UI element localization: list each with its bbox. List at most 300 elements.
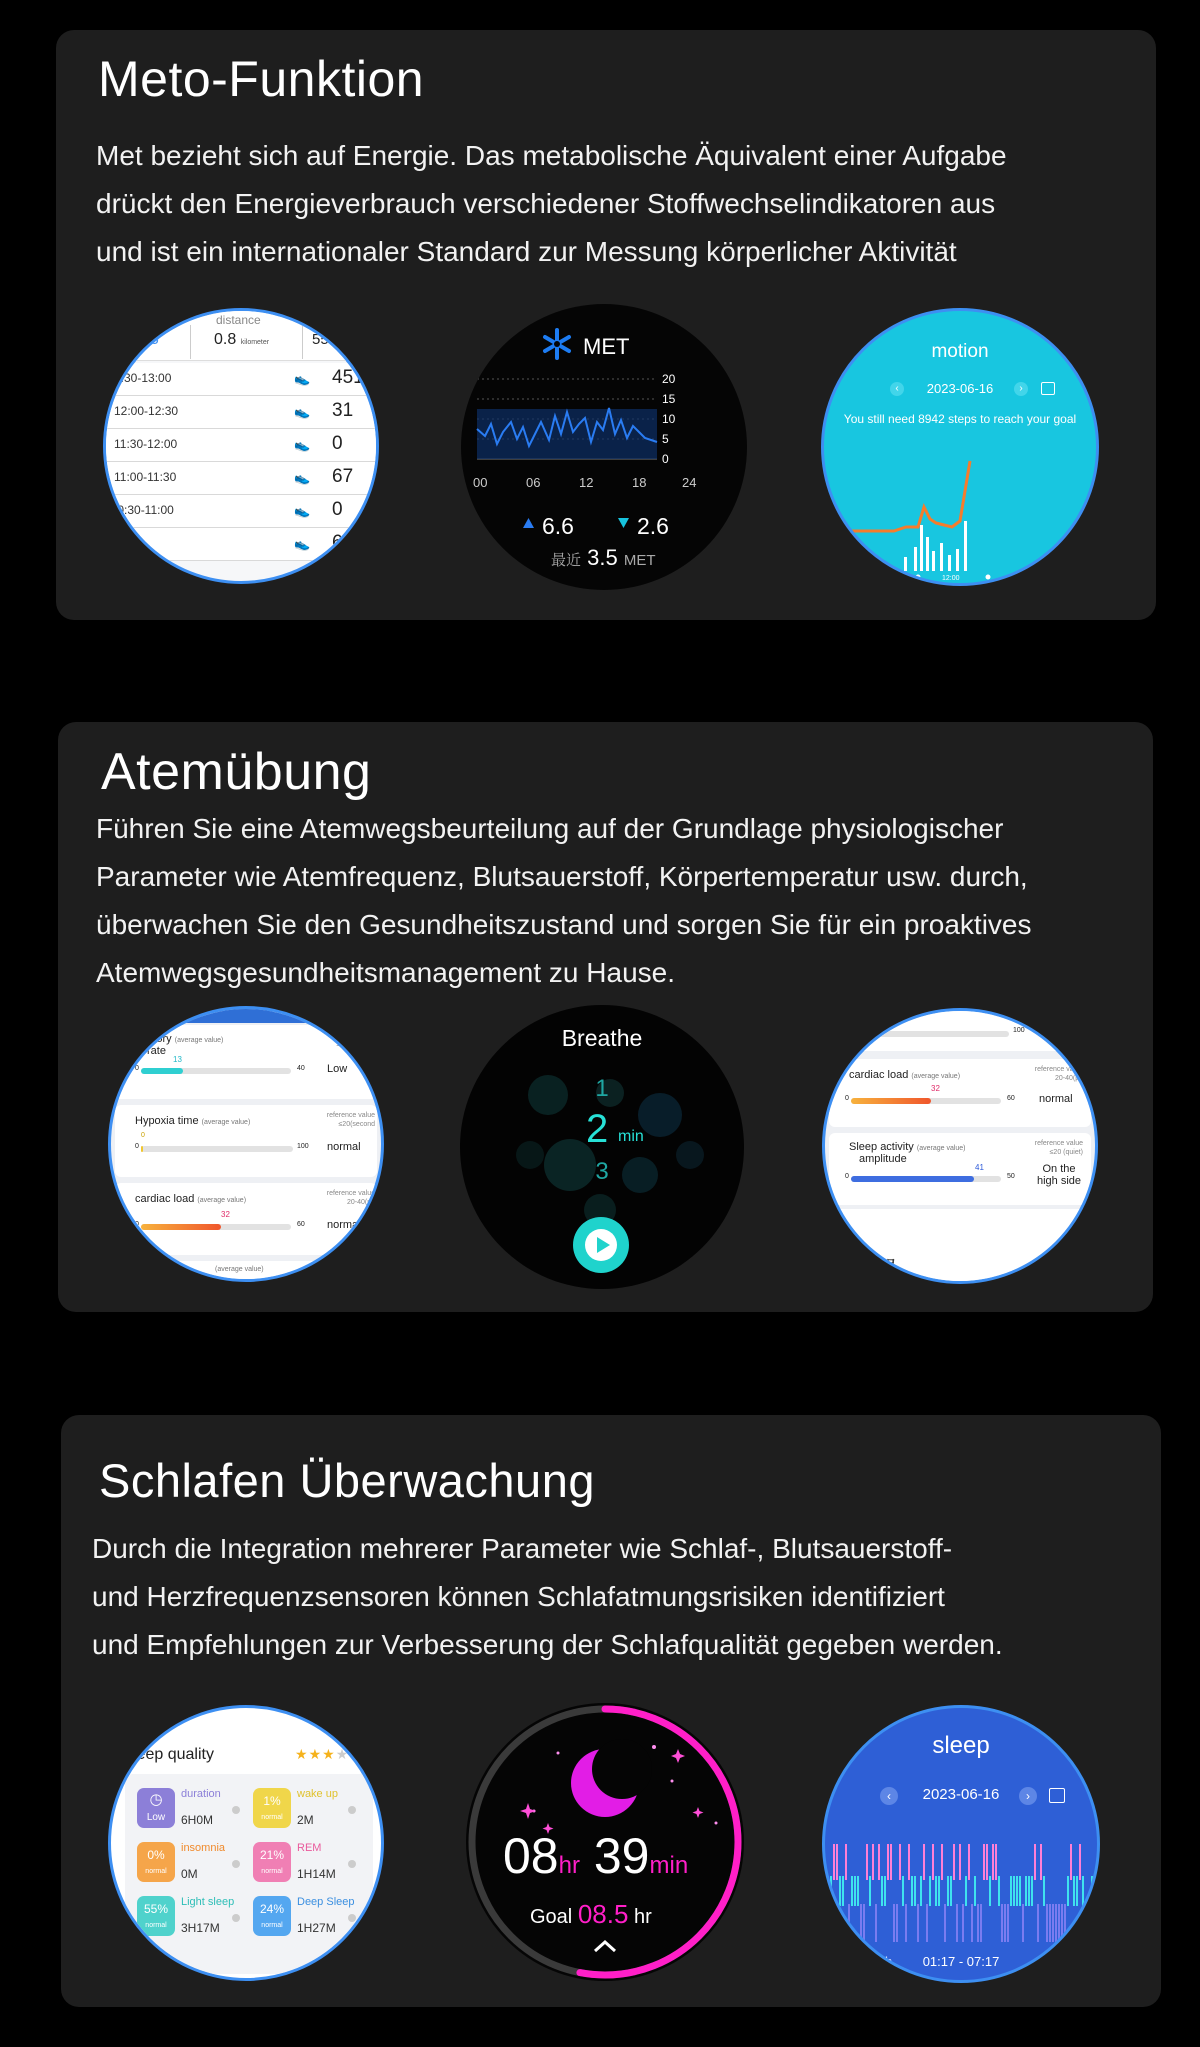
distance-row bbox=[106, 363, 376, 396]
status-line: On the bbox=[1042, 1163, 1076, 1175]
shoe-icon: 👟 bbox=[294, 503, 311, 518]
card-note: (average value) bbox=[215, 1266, 264, 1273]
load-screen bbox=[822, 1008, 1098, 1284]
card-label-text: cardiac load bbox=[849, 1069, 909, 1081]
quality-cell-duration bbox=[137, 1786, 245, 1836]
sleep-stage-stripe bbox=[1016, 1876, 1018, 1906]
motion-title: motion bbox=[931, 341, 989, 362]
divider bbox=[302, 325, 303, 359]
step-bar bbox=[914, 547, 917, 571]
sleep-watch bbox=[466, 1703, 744, 1981]
badge-text: 55% bbox=[143, 1902, 169, 1916]
sleep-stage-stripe bbox=[998, 1876, 1000, 1906]
step-bar bbox=[964, 521, 967, 571]
info-icon bbox=[232, 1860, 240, 1868]
badge-sub: normal bbox=[261, 1868, 283, 1875]
sleep-stage-stripe bbox=[1010, 1876, 1012, 1906]
sleep-stage-stripe bbox=[905, 1904, 907, 1942]
sleep-stage-stripe bbox=[1088, 1904, 1090, 1942]
desc-line: Parameter wie Atemfrequenz, Blutsauerstoff, Körpertemperatur usw. durch, bbox=[96, 861, 1028, 892]
status-text: normal bbox=[327, 1219, 361, 1231]
row-time: :0:30-11:00 bbox=[114, 503, 174, 517]
next-date-button[interactable]: › bbox=[1019, 1787, 1037, 1805]
sleep-stage-stripe bbox=[839, 1876, 841, 1906]
distance-screen bbox=[103, 308, 379, 584]
ref-text: reference value bbox=[326, 1112, 375, 1119]
sleep-stage-stripe bbox=[857, 1876, 859, 1906]
sleep-stage-stripe bbox=[974, 1876, 976, 1906]
scale-max: 50 bbox=[1007, 1173, 1015, 1180]
timeline-right-label: n bbox=[1037, 1954, 1045, 1969]
sleep-stage-stripe bbox=[920, 1876, 922, 1906]
shoe-icon: 👟 bbox=[294, 536, 311, 551]
badge-text: 0% bbox=[147, 1848, 165, 1862]
sleep-stage-stripe bbox=[1058, 1904, 1060, 1942]
sleep-stage-stripe bbox=[1034, 1844, 1036, 1880]
cell-name: Deep Sleep bbox=[297, 1896, 355, 1908]
y-tick: 15 bbox=[662, 392, 676, 406]
screen-top-bar bbox=[111, 1009, 381, 1023]
sleep-section bbox=[61, 1415, 1161, 2007]
sleep-stage-stripe bbox=[992, 1844, 994, 1880]
y-tick: 0 bbox=[662, 452, 669, 466]
sleep-stage-stripe bbox=[938, 1876, 940, 1906]
motion-message: You still need 8942 steps to reach your goal bbox=[843, 412, 1077, 426]
x-tick: 06 bbox=[526, 475, 541, 490]
met-recent-unit: MET bbox=[623, 552, 656, 569]
row-time: 2:30-13:00 bbox=[114, 371, 172, 385]
desc-line: drückt den Energieverbrauch verschiedener Stoffwechselindikatoren aus bbox=[96, 188, 996, 219]
sleep-stage-stripe bbox=[890, 1844, 892, 1880]
prev-date-button[interactable]: ‹ bbox=[880, 1787, 898, 1805]
badge-sub: normal bbox=[261, 1814, 283, 1821]
sleep-stage-stripe bbox=[1019, 1876, 1021, 1906]
row-value: 0 bbox=[332, 433, 343, 454]
met-section-title: Meto-Funktion bbox=[98, 51, 425, 107]
card-reference bbox=[336, 1031, 375, 1049]
axis-dot bbox=[986, 575, 991, 580]
desc-line: und Empfehlungen zur Verbesserung der Schlafqualität gegeben werden. bbox=[92, 1629, 1003, 1660]
sleep-stage-stripe bbox=[866, 1844, 868, 1880]
motion-chart bbox=[824, 311, 1099, 586]
sleep-stage-stripe bbox=[983, 1844, 985, 1880]
quality-cell-insomnia bbox=[137, 1840, 245, 1890]
cell-name: Light sleep bbox=[181, 1896, 235, 1908]
breathe-title: Breathe bbox=[561, 1025, 643, 1051]
sleep-stage-stripe bbox=[1043, 1876, 1045, 1906]
ref-range: 20-40(pi) bbox=[1054, 1075, 1083, 1082]
badge-sub: normal bbox=[145, 1868, 167, 1875]
sleep-stage-stripe bbox=[929, 1876, 931, 1906]
breath-section bbox=[58, 722, 1153, 1312]
badge-text: Low bbox=[146, 1812, 166, 1823]
sleep-stage-stripe bbox=[995, 1844, 997, 1880]
card-label bbox=[135, 1033, 223, 1045]
sleep-stage-stripe bbox=[923, 1844, 925, 1880]
sleep-stage-stripe bbox=[842, 1876, 844, 1906]
sleep-stage-stripe bbox=[896, 1904, 898, 1942]
badge-text: 21% bbox=[259, 1848, 285, 1862]
sleep-stage-stripe bbox=[1097, 1844, 1099, 1880]
card-label bbox=[849, 1141, 966, 1153]
desc-line: überwachen Sie den Gesundheitszustand und sorgen Sie für ein proaktives bbox=[96, 909, 1032, 940]
info-icon bbox=[348, 1806, 356, 1814]
down-triangle-icon bbox=[618, 518, 629, 528]
sleep-stage-stripe bbox=[1064, 1904, 1066, 1942]
sleep-stage-stripe bbox=[980, 1904, 982, 1942]
goal-unit: hr bbox=[633, 1906, 652, 1928]
step-bar bbox=[956, 549, 959, 571]
star-icon: ★ bbox=[308, 1746, 323, 1762]
quality-badge bbox=[137, 1896, 175, 1936]
met-min-value: 2.6 bbox=[637, 513, 669, 539]
card-note: (average value) bbox=[174, 1037, 224, 1044]
sleep-screen-date: 2023-06-16 bbox=[922, 1786, 1000, 1803]
ref-text: reference value bbox=[1034, 1140, 1083, 1147]
sleep-stage-stripe bbox=[986, 1844, 988, 1880]
distance-row bbox=[106, 528, 376, 561]
range-fill bbox=[141, 1146, 143, 1152]
chevron-up-icon[interactable] bbox=[595, 1942, 615, 1951]
sleep-stage-stripe bbox=[830, 1876, 832, 1906]
breath-section-description bbox=[96, 805, 1146, 997]
sleep-stage-stripe bbox=[869, 1876, 871, 1906]
cardiac-load-card bbox=[115, 1183, 377, 1255]
sleep-stage-stripe bbox=[899, 1844, 901, 1880]
star-icon: ★ bbox=[322, 1746, 336, 1762]
motion-screen bbox=[821, 308, 1099, 586]
badge-sub: normal bbox=[145, 1922, 167, 1929]
sleep-stage-stripe bbox=[1076, 1876, 1078, 1906]
met-watch bbox=[461, 304, 747, 590]
motion-x-label: 12:00 bbox=[942, 575, 960, 582]
sleep-duration bbox=[503, 1827, 688, 1885]
sleep-stage-stripe bbox=[1007, 1904, 1009, 1942]
sleep-stage-stripe bbox=[851, 1876, 853, 1906]
sleep-stage-stripe bbox=[1028, 1876, 1030, 1906]
shoe-icon: 👟 bbox=[294, 470, 311, 485]
desc-line: Met bezieht sich auf Energie. Das metabolische Äquivalent einer Aufgabe bbox=[96, 140, 1007, 171]
breathe-option[interactable]: 3 bbox=[595, 1158, 609, 1185]
row-time: 11:00-11:30 bbox=[114, 470, 177, 484]
met-recent bbox=[551, 545, 656, 571]
cell-value: 6H0M bbox=[181, 1813, 214, 1827]
row-value: 67 bbox=[332, 466, 354, 487]
ref-range: 18-26(Times bbox=[335, 1041, 375, 1048]
ref-range: 20-40(pi) bbox=[346, 1199, 375, 1206]
scale-min: 0 bbox=[135, 1143, 139, 1150]
sleep-stage-stripe bbox=[935, 1876, 937, 1906]
status-text bbox=[1037, 1163, 1081, 1187]
scale-min: 0 bbox=[135, 1221, 139, 1228]
sleep-timeline-screen bbox=[822, 1705, 1100, 1983]
scale-min: 0 bbox=[845, 1095, 849, 1102]
sleep-section-description bbox=[92, 1525, 1142, 1669]
distance-center-value: 0.8 bbox=[214, 331, 237, 348]
timeline-left-label: h bbox=[885, 1954, 893, 1969]
step-bar bbox=[932, 551, 935, 571]
moon-icon bbox=[571, 1739, 652, 1817]
desc-line: Durch die Integration mehrerer Parameter wie Schlaf-, Blutsauerstoff- bbox=[92, 1533, 953, 1564]
sleep-stage-stripe bbox=[1031, 1876, 1033, 1906]
card-note: (average value) bbox=[201, 1119, 251, 1126]
sleep-goal bbox=[530, 1899, 652, 1930]
sleep-stage-stripe bbox=[947, 1876, 949, 1906]
row-time: 11:30-12:00 bbox=[114, 437, 178, 451]
sleep-stage-stripe bbox=[1094, 1904, 1096, 1942]
motion-line bbox=[844, 461, 970, 531]
row-value: 62 bbox=[332, 532, 354, 553]
range-track bbox=[869, 1031, 1009, 1037]
card-label-text: cardiac load bbox=[135, 1193, 195, 1205]
sleep-stage-stripe bbox=[827, 1876, 829, 1906]
next-date-button[interactable]: › bbox=[1014, 382, 1028, 396]
sleep-stage-stripe bbox=[950, 1876, 952, 1906]
row-time: 12:00-12:30 bbox=[114, 404, 179, 418]
sleep-stage-stripe bbox=[1055, 1904, 1057, 1942]
shoe-icon: 👟 bbox=[294, 404, 311, 419]
goal-label: Goal bbox=[530, 1906, 573, 1928]
sleep-stage-stripe bbox=[1070, 1844, 1072, 1880]
sleep-stage-stripe bbox=[977, 1904, 979, 1942]
sleep-stage-stripe bbox=[1001, 1904, 1003, 1942]
desc-line: und ist ein internationaler Standard zur Messung körperlicher Aktivität bbox=[96, 236, 957, 267]
cell-name: insomnia bbox=[181, 1842, 226, 1854]
distance-row bbox=[106, 462, 376, 495]
y-tick: 20 bbox=[662, 372, 676, 386]
sleep-stage-stripe bbox=[1004, 1904, 1006, 1942]
range-fill bbox=[141, 1068, 183, 1074]
sleep-stage-stripe bbox=[893, 1904, 895, 1942]
sleep-stage-stripe bbox=[1079, 1844, 1081, 1880]
range-fill bbox=[141, 1224, 221, 1230]
star-icon: ★ bbox=[295, 1746, 309, 1762]
sleep-stage-stripe bbox=[932, 1844, 934, 1880]
desc-line: und Herzfrequenzsensoren können Schlafatmungsrisiken identifiziert bbox=[92, 1581, 945, 1612]
sleep-stage-stripe bbox=[956, 1904, 958, 1942]
sleep-stage-stripe bbox=[1037, 1904, 1039, 1942]
sleep-stage-stripe bbox=[878, 1844, 880, 1880]
sleep-stage-stripe bbox=[1046, 1904, 1048, 1942]
scale-max: 100 bbox=[1013, 1027, 1025, 1034]
sleep-minutes: 39 bbox=[593, 1828, 650, 1884]
sleep-stage-stripe bbox=[968, 1844, 970, 1880]
top-partial-card bbox=[829, 1008, 1091, 1051]
scale-max: 40 bbox=[297, 1065, 305, 1072]
distance-left-value: 55 bbox=[142, 331, 159, 348]
row-value: 31 bbox=[332, 400, 354, 421]
status-line: high side bbox=[1037, 1175, 1082, 1187]
card-label bbox=[849, 1069, 960, 1081]
sleep-stage-stripe bbox=[860, 1904, 862, 1942]
card-label-line2: rate bbox=[147, 1045, 166, 1057]
sleep-stage-stripe bbox=[833, 1844, 835, 1880]
range-track bbox=[141, 1068, 291, 1074]
sleep-stage-stripe bbox=[989, 1876, 991, 1906]
x-tick: 18 bbox=[632, 475, 647, 490]
range-track bbox=[851, 1098, 1001, 1104]
distance-header bbox=[106, 311, 376, 361]
sleep-stage-stripe bbox=[1022, 1904, 1024, 1942]
respiration-screen bbox=[108, 1006, 384, 1282]
ref-range: ≤20 (quiet) bbox=[1049, 1149, 1083, 1156]
info-icon bbox=[348, 1860, 356, 1868]
sleep-stage-stripe bbox=[962, 1904, 964, 1942]
shoe-icon: 👟 bbox=[294, 437, 311, 452]
marker-value: 13 bbox=[173, 1055, 182, 1064]
prev-date-button[interactable]: ‹ bbox=[890, 382, 904, 396]
marker-value: 0 bbox=[141, 1132, 145, 1139]
sleep-stage-stripe bbox=[917, 1904, 919, 1942]
sleep-stage-stripe bbox=[908, 1844, 910, 1880]
scale-max: 100 bbox=[297, 1143, 309, 1150]
info-icon bbox=[232, 1914, 240, 1922]
breathe-option-selected[interactable]: 2 bbox=[586, 1107, 609, 1151]
badge-text: 24% bbox=[259, 1902, 285, 1916]
sleep-stage-stripe bbox=[902, 1876, 904, 1906]
met-section-description bbox=[96, 132, 1136, 276]
row-value: 451 bbox=[332, 367, 364, 388]
card-reference bbox=[1035, 1139, 1083, 1157]
card-note: (average value) bbox=[916, 1145, 966, 1152]
sleep-section-title: Schlafen Überwachung bbox=[99, 1454, 595, 1507]
ref-text: reference value bbox=[326, 1190, 375, 1197]
distance-center bbox=[214, 331, 269, 349]
sleep-stage-stripe bbox=[911, 1876, 913, 1906]
status-text: Low bbox=[327, 1063, 348, 1075]
scale-min: 0 bbox=[135, 1065, 139, 1072]
cell-value: 2M bbox=[297, 1813, 314, 1827]
quality-rating bbox=[295, 1746, 349, 1763]
info-icon bbox=[348, 1914, 356, 1922]
respiratory-rate-card bbox=[115, 1025, 377, 1099]
sleep-quality-screen bbox=[108, 1705, 384, 1981]
cell-name: duration bbox=[181, 1788, 221, 1800]
footer-panel bbox=[825, 1209, 1095, 1284]
scale-max: 60 bbox=[297, 1221, 305, 1228]
play-button[interactable] bbox=[573, 1217, 629, 1273]
sleep-stage-stripe bbox=[872, 1844, 874, 1880]
sleep-stage-stripe bbox=[926, 1904, 928, 1942]
badge-sub: normal bbox=[261, 1922, 283, 1929]
step-bar bbox=[904, 557, 907, 571]
range-track bbox=[141, 1224, 291, 1230]
sleep-stage-stripe bbox=[1025, 1876, 1027, 1906]
sleep-stage-stripe bbox=[887, 1844, 889, 1880]
status-text: normal bbox=[327, 1141, 361, 1153]
met-section bbox=[56, 30, 1156, 620]
asterisk-icon bbox=[545, 330, 569, 358]
x-tick: 00 bbox=[473, 475, 488, 490]
divider bbox=[190, 325, 191, 359]
x-tick: 12 bbox=[579, 475, 594, 490]
card-label-text: Hypoxia time bbox=[135, 1115, 199, 1127]
distance-row bbox=[106, 396, 376, 429]
sleep-stage-stripe bbox=[914, 1876, 916, 1906]
cell-value: 1H27M bbox=[297, 1921, 336, 1935]
sleep-hours-unit: hr bbox=[558, 1852, 580, 1879]
sleep-stage-stripe bbox=[959, 1844, 961, 1880]
met-max-value: 6.6 bbox=[542, 513, 574, 539]
sleep-stage-stripe bbox=[1049, 1904, 1051, 1942]
quality-title: leep quality bbox=[133, 1746, 214, 1763]
sleep-stage-stripe bbox=[944, 1904, 946, 1942]
quality-badge bbox=[253, 1896, 291, 1936]
quality-cell-light-sleep bbox=[137, 1894, 245, 1944]
met-recent-value: 3.5 bbox=[587, 545, 618, 570]
card-label bbox=[135, 1115, 250, 1127]
scale-min: 0 bbox=[845, 1173, 849, 1180]
card-reference bbox=[327, 1111, 375, 1129]
breathe-unit: min bbox=[618, 1128, 644, 1145]
card-reference bbox=[1035, 1065, 1083, 1083]
desc-line: Atemwegsgesundheitsmanagement zu Hause. bbox=[96, 957, 676, 988]
sleep-stage-stripe bbox=[953, 1844, 955, 1880]
play-icon bbox=[585, 1229, 617, 1261]
sleep-activity-card bbox=[829, 1133, 1091, 1205]
shoe-icon: 👟 bbox=[294, 371, 311, 386]
range-track bbox=[851, 1176, 1001, 1182]
step-bar bbox=[940, 543, 943, 571]
card-label-line2: amplitude bbox=[859, 1153, 907, 1165]
sleep-stage-stripe bbox=[881, 1876, 883, 1906]
sleep-hours: 08 bbox=[503, 1828, 559, 1884]
badge-text: 1% bbox=[263, 1794, 281, 1808]
sleep-stage-stripe bbox=[848, 1904, 850, 1942]
row-value: 0 bbox=[332, 499, 343, 520]
sleep-stage-stripe bbox=[965, 1876, 967, 1906]
sleep-stage-stripe bbox=[1067, 1876, 1069, 1906]
status-text: normal bbox=[1039, 1093, 1073, 1105]
sleep-stage-chart bbox=[825, 1708, 1100, 1983]
sleep-stage-stripe bbox=[1013, 1876, 1015, 1906]
distance-header-label: distance bbox=[216, 313, 261, 327]
sleep-stage-stripe bbox=[875, 1904, 877, 1942]
scale-max: 60 bbox=[1007, 1095, 1015, 1102]
sleep-stage-stripe bbox=[1061, 1904, 1063, 1942]
axis-dot bbox=[916, 575, 921, 580]
row-time: 10:30 bbox=[114, 536, 145, 550]
marker-value: 41 bbox=[975, 1163, 984, 1172]
distance-row bbox=[106, 495, 376, 528]
step-bar bbox=[926, 537, 929, 571]
step-bar bbox=[948, 555, 951, 571]
breathe-watch bbox=[460, 1005, 744, 1289]
x-tick: 24 bbox=[682, 475, 697, 490]
range-fill bbox=[851, 1176, 974, 1182]
step-bar bbox=[920, 525, 923, 571]
distance-row bbox=[106, 429, 376, 462]
met-recent-label: 最近 bbox=[551, 552, 582, 569]
y-tick: 10 bbox=[662, 412, 676, 426]
met-label: MET bbox=[583, 334, 630, 359]
partial-card bbox=[115, 1261, 377, 1282]
breathe-option[interactable]: 1 bbox=[595, 1075, 609, 1102]
cell-value: 0M bbox=[181, 1867, 198, 1881]
card-note: (average value) bbox=[197, 1197, 247, 1204]
cell-name: REM bbox=[297, 1842, 322, 1854]
cardiac-load-card bbox=[829, 1059, 1091, 1127]
quality-badge bbox=[137, 1788, 175, 1828]
ref-text: reference value bbox=[1034, 1066, 1083, 1073]
sleep-stage-stripe bbox=[863, 1904, 865, 1942]
sleep-stage-stripe bbox=[1040, 1844, 1042, 1880]
y-tick: 5 bbox=[662, 432, 669, 446]
quality-badge bbox=[253, 1842, 291, 1882]
goal-value: 08.5 bbox=[577, 1899, 629, 1929]
hypoxia-time-card bbox=[115, 1105, 377, 1177]
quality-cell-rem bbox=[253, 1840, 361, 1890]
